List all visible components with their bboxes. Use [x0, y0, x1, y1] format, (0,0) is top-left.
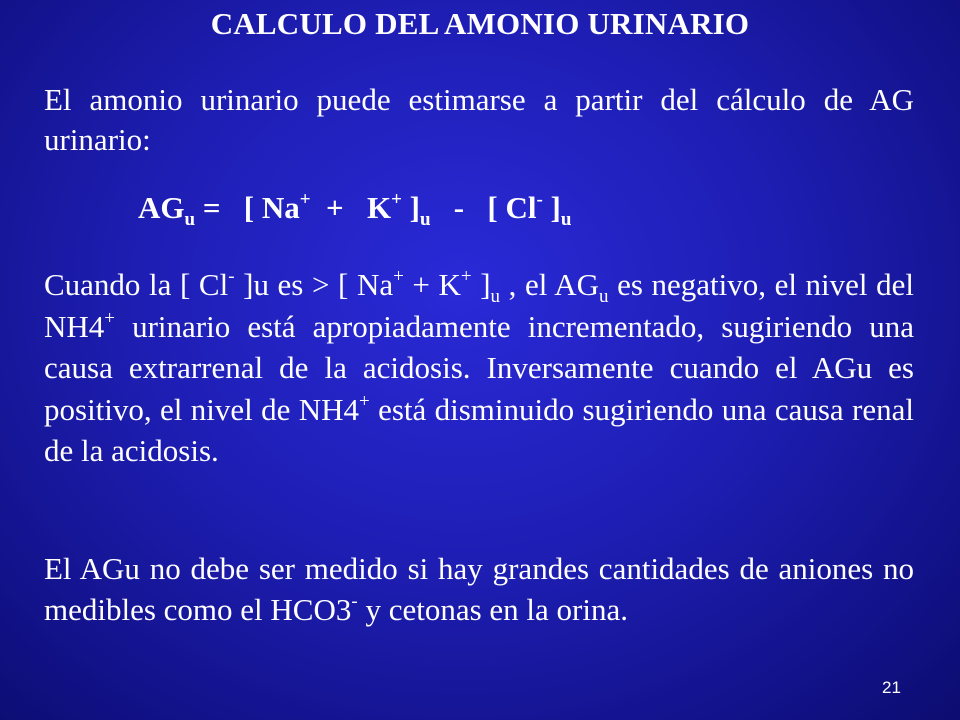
formula-close-sub: u [419, 209, 431, 230]
formula-minus-cl: - [ Cl [430, 190, 537, 225]
p2-sup-3: + [460, 266, 472, 287]
p2-sub-1: u [490, 286, 501, 307]
p2-text-1: Cuando la [ Cl [44, 267, 229, 302]
warning-paragraph [44, 548, 914, 630]
formula-cl-sup: - [536, 189, 543, 210]
formula-close2: ] [542, 190, 561, 225]
p2-sup-4: + [104, 307, 115, 329]
p2-sup-1: - [228, 266, 235, 287]
p2-text-5: , el AG [500, 267, 599, 302]
p2-text-8: está disminuido sugiriendo una causa renal de la acidosis. [44, 391, 914, 468]
formula-na-sup: + [299, 189, 311, 210]
intro-paragraph: El amonio urinario puede estimarse a partir del cálculo de AG urinario: [44, 82, 914, 157]
p2-text-6: es negativo, el nivel del NH4 [44, 267, 915, 344]
p2-sup-2: + [393, 266, 404, 287]
p3-sup-1: - [351, 591, 358, 612]
p2-text-3: + K [403, 267, 461, 302]
formula-k-sup: + [391, 189, 402, 210]
page-number: 21 [882, 678, 901, 697]
formula-k: + K [310, 190, 392, 225]
p2-sub-2: u [599, 286, 609, 307]
formula-close2-sub: u [560, 209, 572, 230]
slide-title: CALCULO DEL AMONIO URINARIO [210, 6, 750, 41]
formula-sub-u: u [184, 209, 196, 230]
formula-ag: AG [138, 190, 185, 225]
p3-text-2: y cetonas en la orina. [357, 592, 628, 627]
explanation-paragraph [44, 264, 914, 472]
p3-text-1: El AGu no debe ser medido si hay grandes cantidades de aniones no medibles como el HCO3 [44, 551, 914, 627]
p2-text-4: ] [471, 267, 491, 302]
formula-close: ] [401, 190, 420, 225]
p2-sup-5: + [358, 390, 370, 412]
formula [138, 189, 572, 230]
formula-eq-na: = [ Na [195, 190, 300, 225]
p2-text-7: urinario está apropiadamente incrementado, sugiriendo una causa extrarrenal de la acidosis. Inversamente cuando el AGu es positivo, el nivel de NH4 [44, 308, 914, 427]
p2-text-2: ]u es > [ Na [234, 267, 394, 302]
